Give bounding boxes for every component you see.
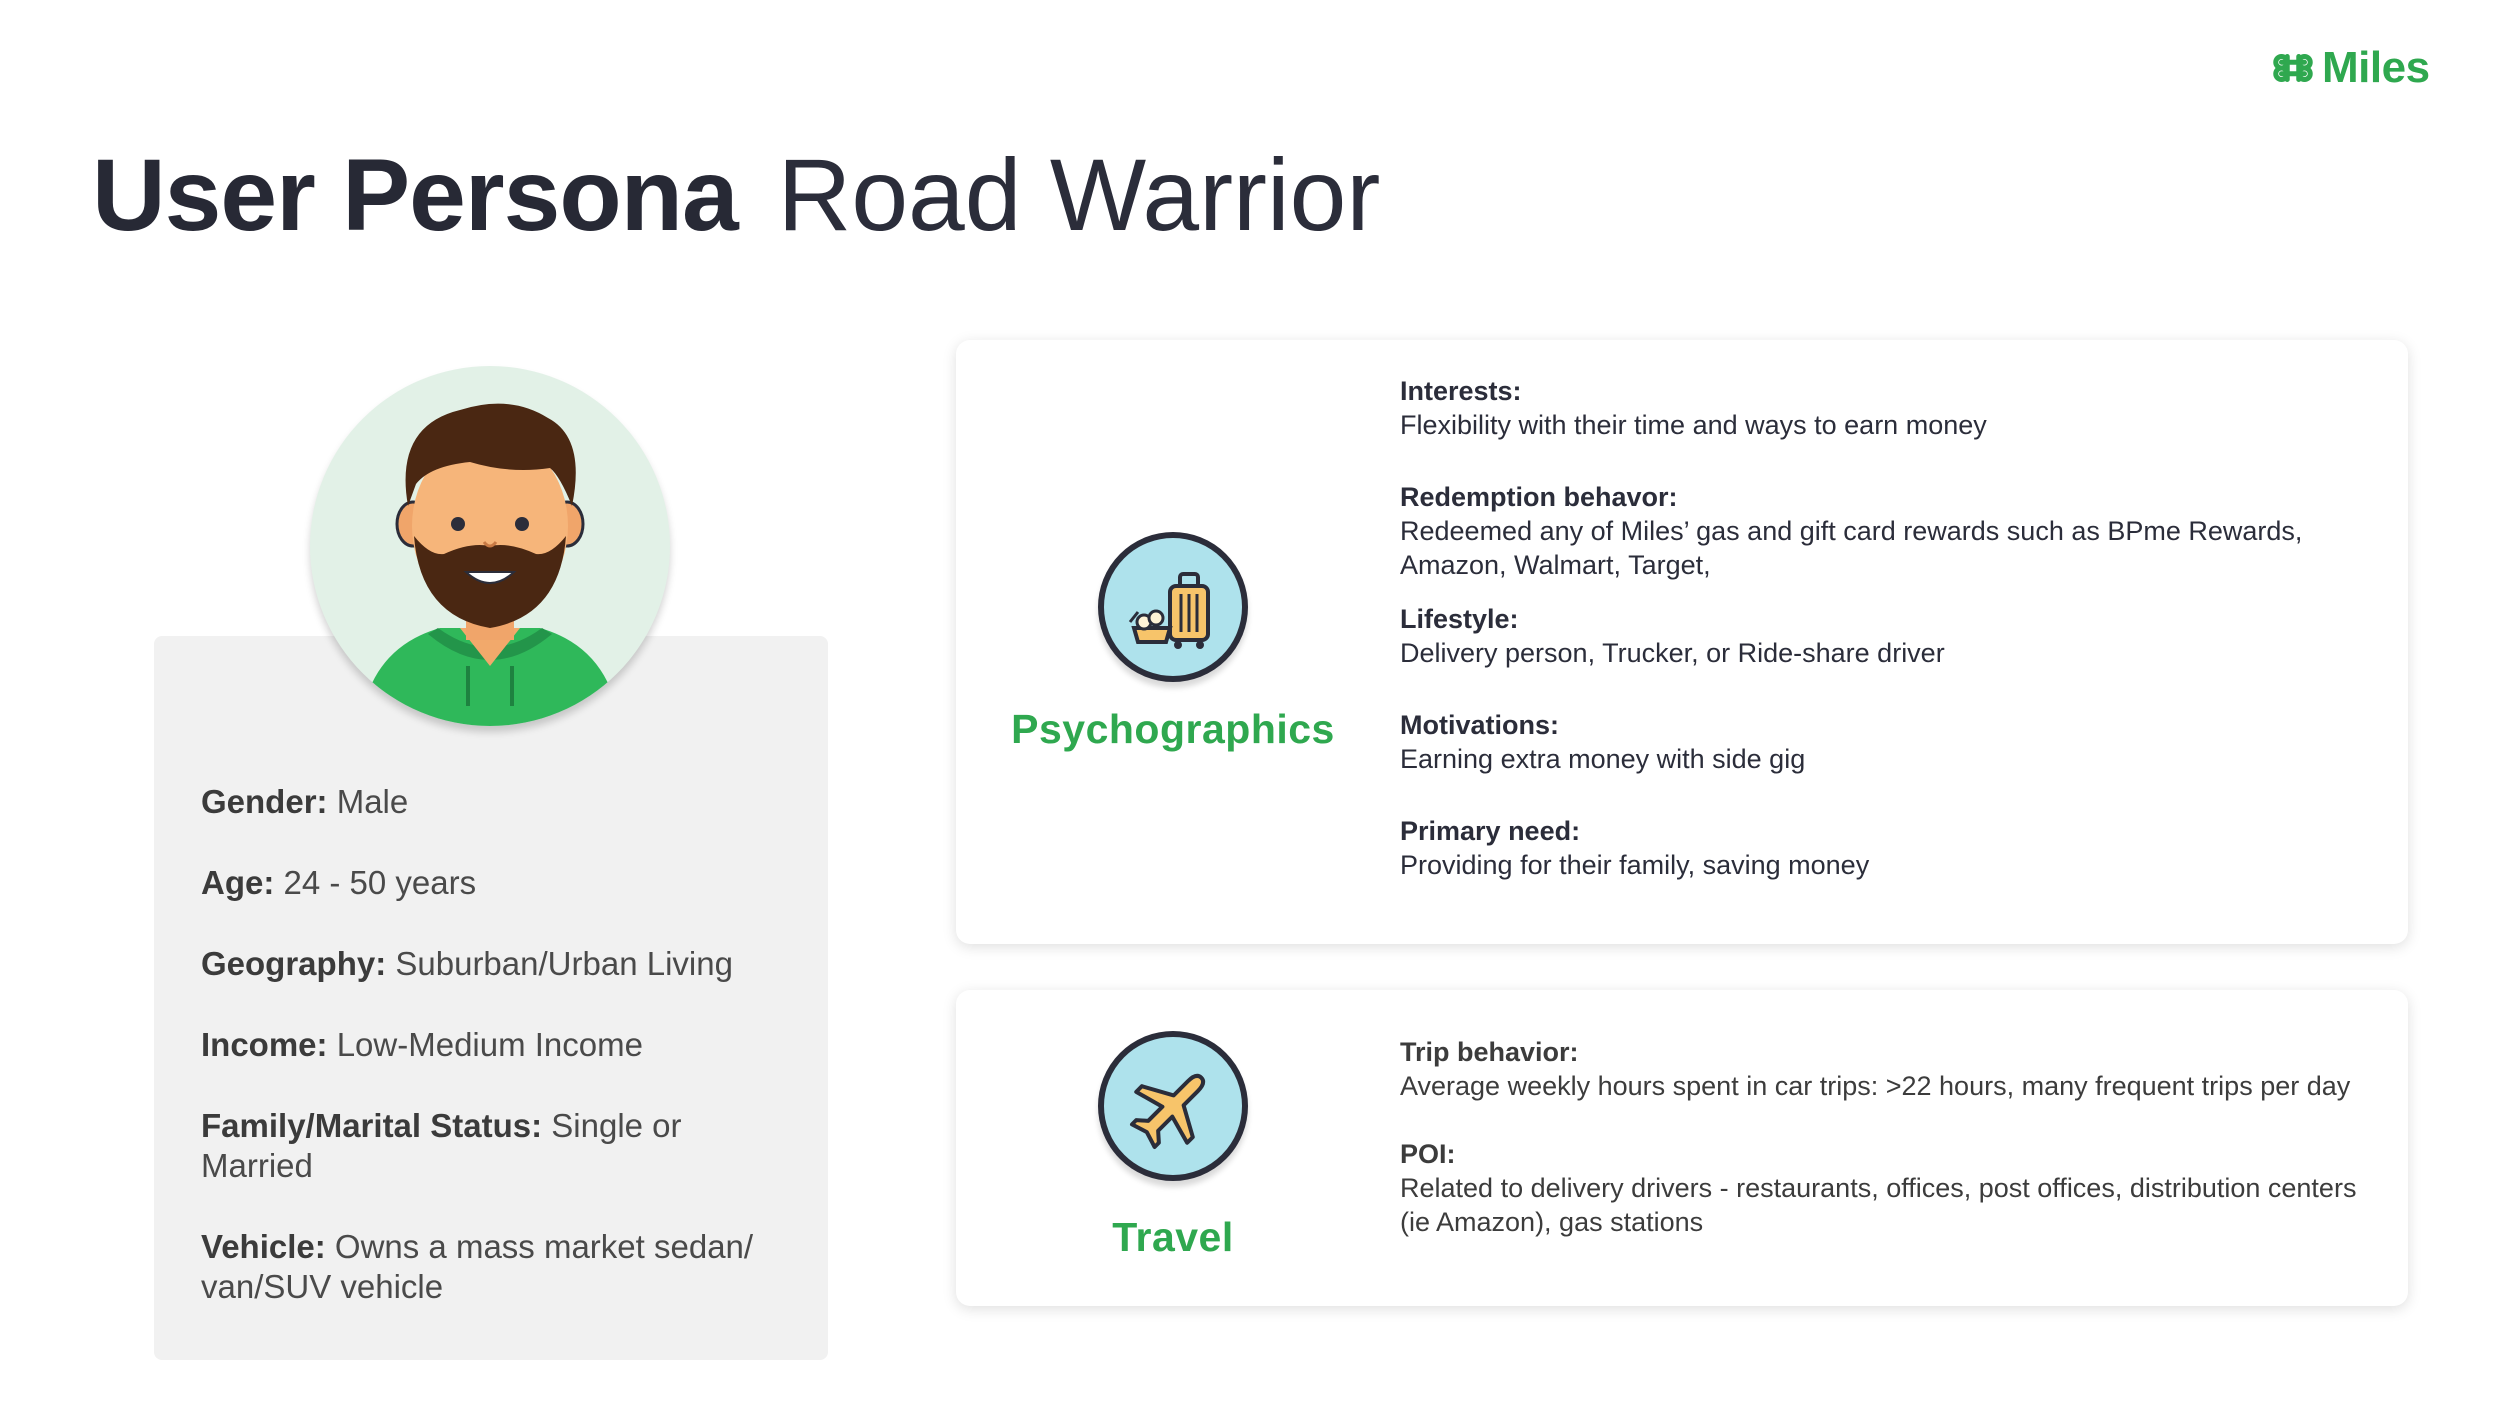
interests-label: Interests: [1400, 376, 1522, 406]
page-title [92, 130, 1380, 260]
motivations-text: Earning extra money with side gig [1400, 744, 1806, 774]
command-icon [2270, 45, 2316, 91]
fact-geography: Geography: Suburban/Urban Living [201, 945, 733, 982]
psychographics-badge [1098, 532, 1248, 682]
title-heading: User Persona [92, 138, 738, 252]
trip-behavior-label: Trip behavior: [1400, 1037, 1579, 1067]
fact-income: Income: Low-Medium Income [201, 1026, 643, 1063]
psychographics-label: Psychographics [1011, 706, 1335, 752]
bearded-man-avatar-icon [310, 366, 670, 726]
fact-vehicle: Vehicle: Owns a mass market sedan/ van/SUV vehicle [201, 1228, 754, 1305]
psychographics-details [1400, 374, 2360, 882]
persona-name: Road Warrior [777, 138, 1381, 252]
miles-logo [2270, 38, 2430, 98]
primary-need-text: Providing for their family, saving money [1400, 850, 1870, 880]
lifestyle-text: Delivery person, Trucker, or Ride-share driver [1400, 638, 1945, 668]
motivations-label: Motivations: [1400, 710, 1559, 740]
luggage-food-icon [1118, 552, 1228, 662]
interests-text: Flexibility with their time and ways to earn money [1400, 410, 1987, 440]
fact-family-status: Family/Marital Status: Single or Married [201, 1107, 682, 1184]
travel-badge [1098, 1031, 1248, 1181]
fact-age: Age: 24 - 50 years [201, 864, 477, 901]
travel-label: Travel [1112, 1214, 1234, 1260]
travel-details [1400, 1035, 2360, 1239]
trip-behavior-text: Average weekly hours spent in car trips: >22 hours, many frequent trips per day [1400, 1071, 2351, 1101]
airplane-icon [1123, 1056, 1223, 1156]
profile-facts [201, 782, 801, 1348]
lifestyle-label: Lifestyle: [1400, 604, 1519, 634]
logo-text: Miles [2322, 43, 2430, 92]
primary-need-label: Primary need: [1400, 816, 1581, 846]
redemption-label: Redemption behavor: [1400, 482, 1678, 512]
redemption-text: Redeemed any of Miles’ gas and gift card rewards such as BPme Rewards, Amazon, Walmart, Target, [1400, 516, 2303, 580]
fact-gender: Gender: Male [201, 783, 409, 820]
poi-text: Related to delivery drivers - restaurants, offices, post offices, distribution centers (ie Amazon), gas stations [1400, 1173, 2357, 1237]
avatar [310, 366, 670, 726]
poi-label: POI: [1400, 1139, 1456, 1169]
